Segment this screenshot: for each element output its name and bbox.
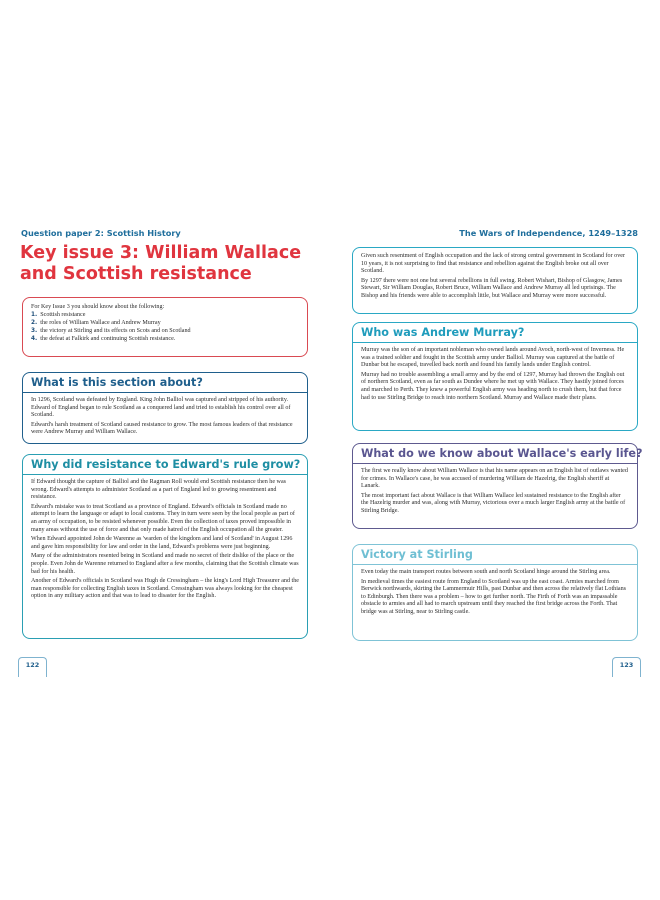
- wallace-early-life-box: [352, 443, 643, 529]
- paragraph: By 1297 there were not one but several rebellions in full swing. Robert Wishart, Bishop of Glasgow, James Stewart, Sir William Douglas, Robert Bruce, William Wallace and Andrew Murray all led uprisings. The Bishop and his friends were able to accomplish little, but Wallace and Murray were more successful.: [361, 277, 623, 299]
- page-title-line-2: and Scottish resistance: [20, 264, 252, 284]
- resistance-grow-heading: Why did resistance to Edward's rule grow?: [23, 455, 307, 475]
- paragraph: Edward's mistake was to treat Scotland as a province of England. Edward's officials in Scotland made no attempt to learn the language or adapt to local customs. They in turn were seen by the local people as part of an army of occupation, to be resisted whenever possible. Even the collection of taxes proved impossible in many areas without the use of force and that only made hatred of the English occupation all the greater.: [31, 503, 295, 533]
- paragraph: In 1296, Scotland was defeated by England. King John Balliol was captured and stripped of his authority. Edward of England began to rule Scotland as a conquered land and tried to establish his control over all of Scotland.: [31, 397, 291, 419]
- paragraph: When Edward appointed John de Warenne as 'warden of the kingdom and land of Scotland' in August 1296 and gave him responsibility for law and order in the land, Edward's problems were just beginning.: [31, 536, 293, 550]
- key-issue-box: [22, 297, 308, 357]
- paragraph: Murray was the son of an important nobleman who owned lands around Avoch, north-west of Inverness. He was a trained soldier and fought in the Scottish army under Balliol. Murray was captured at the battle of Dunbar but he escaped, travelled back north and found his family lands under English control.: [361, 347, 625, 369]
- andrew-murray-heading: Who was Andrew Murray?: [353, 323, 637, 343]
- paragraph: If Edward thought the capture of Balliol and the Ragman Roll would end Scottish resistance then he was wrong. Edward's attempts to administer Scotland as a part of England led to growing resentment and resistance.: [31, 479, 287, 501]
- intro-box: [352, 247, 638, 314]
- running-head-left: Question paper 2: Scottish History: [21, 228, 181, 238]
- paragraph: Another of Edward's officials in Scotland was Hugh de Cressingham – the king's Lord High Treasurer and the man responsible for collecting English taxes in Scotland. Cressingham was always looking for the cheapest option in any military action and that was to lead to disaster for the English.: [31, 578, 299, 600]
- victory-stirling-heading: Victory at Stirling: [353, 545, 637, 565]
- page-number-left: 122: [18, 657, 47, 677]
- running-head-right: The Wars of Independence, 1249–1328: [459, 228, 638, 238]
- page-number-right: 123: [612, 657, 641, 677]
- paragraph: Even today the main transport routes between south and north Scotland hinge around the Stirling area.: [361, 569, 611, 575]
- key-issue-item: 3. the victory at Stirling and its effects on Scots and on Scotland: [31, 328, 191, 334]
- key-issue-item: 2. the roles of William Wallace and Andrew Murray: [31, 320, 161, 326]
- paragraph: Many of the administrators resented being in Scotland and made no secret of their dislike of the place or the people. Even John de Warenne returned to England after a few months, claiming that the Scottish climate was bad for his health.: [31, 553, 299, 575]
- paragraph: Edward's harsh treatment of Scotland caused resistance to grow. The most famous leaders of that resistance were Andrew Murray and William Wallace.: [31, 421, 293, 436]
- resistance-grow-box: [22, 454, 308, 639]
- paragraph: The most important fact about Wallace is that William Wallace led sustained resistance to the English after the Hazelrig murder and was, along with Murray, victorious over a much larger English army at the battle of Stirling Bridge.: [361, 492, 626, 514]
- key-issue-list: [31, 311, 299, 343]
- andrew-murray-box: [352, 322, 638, 431]
- paragraph: The first we really know about William Wallace is that his name appears on an English list of outlaws wanted for crimes. In Wallace's case, he was accused of murdering William de Hazelrig, the English sheriff at Lanark.: [361, 468, 628, 490]
- key-issue-item: 1. Scottish resistance: [31, 312, 86, 318]
- section-about-box: [22, 372, 308, 444]
- paragraph: In medieval times the easiest route from England to Scotland was up the east coast. Armies marched from Berwick northwards, skirting the Lammermuir Hills, past Dunbar and then across the relatively flat Lothians to Edinburgh. Then there was a problem – how to get further north. The Firth of Forth was an impassable obstacle to armies and all had to march upstream until they reached the first bridge across the Forth. That bridge was at Stirling, near to Stirling castle.: [361, 578, 627, 615]
- page-title: [20, 243, 301, 285]
- key-issue-intro: For Key Issue 3 you should know about the following:: [31, 304, 165, 310]
- key-issue-item: 4. the defeat at Falkirk and continuing Scottish resistance.: [31, 336, 176, 342]
- paragraph: Murray had no trouble assembling a small army and by the end of 1297, Murray had thrown the English out of northern Scotland, even as far south as Dundee where he met up with Wallace. They hastily joined forces and marched to Perth. They knew a powerful English army was heading north to crush them, but that force had to use Stirling Bridge to reach into northern Scotland. Murray and Wallace made their plans.: [361, 371, 625, 401]
- wallace-early-life-heading: What do we know about Wallace's early life?: [353, 444, 637, 464]
- page-title-line-1: Key issue 3: William Wallace: [20, 243, 302, 263]
- paragraph: Given such resentment of English occupation and the lack of strong central government in Scotland for over 10 years, it is not surprising to find that resistance and rebellion against the English broke out all over Scotland.: [361, 253, 625, 275]
- victory-stirling-box: [352, 544, 638, 641]
- section-about-heading: What is this section about?: [23, 373, 307, 393]
